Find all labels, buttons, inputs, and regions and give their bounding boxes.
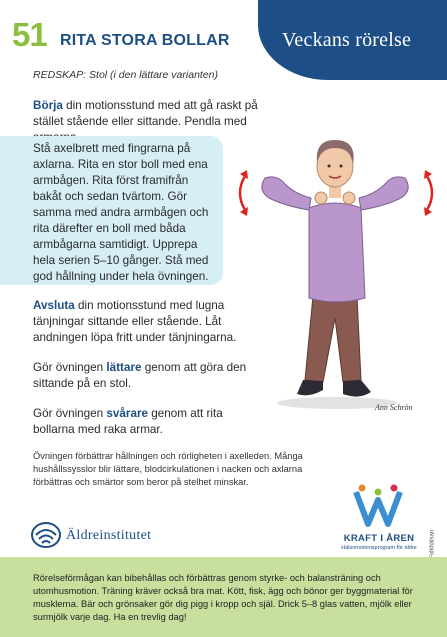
kraft-i-aren-logo-name: KRAFT I ÅREN bbox=[343, 533, 415, 544]
harder-word: svårare bbox=[106, 407, 149, 420]
aldreinstitutet-logo-text: Äldreinstitutet bbox=[66, 528, 152, 543]
harder-before: Gör övningen bbox=[33, 407, 107, 420]
instruction-text: Stå axelbrett med fingrarna på axlarna. Rita en stor boll med ena armbågen. Rita först framifrån bakåt och sedan tvärtom. Gör samma med andra armbågen och rita därefter en boll med båda armbågarna samtidigt. Upprepa hela serien 5–10 gånger. Stå med god hållning under hela övningen. bbox=[33, 142, 209, 283]
intro-rest: din motionsstund med att gå raskt på stället stående eller sittande. Pendla med bbox=[33, 99, 258, 128]
easier-after: genom att göra den sittande på en stol. bbox=[33, 361, 247, 390]
intro-lead: Börja bbox=[33, 99, 63, 112]
kraft-i-aren-logo-icon bbox=[352, 484, 404, 532]
aldreinstitutet-logo-icon bbox=[30, 521, 62, 549]
harder-after: genom att rita bollarna med raka armar. bbox=[33, 407, 223, 436]
finish-lead: Avsluta bbox=[33, 299, 75, 312]
equipment-note: REDSKAP: Stol (i den lättare varianten) bbox=[33, 69, 219, 81]
easier-paragraph bbox=[33, 360, 253, 392]
benefits-text: Övningen förbättrar hållningen och rörligheten i axelleden. Många hushållssysslor blir lättare, blodcirkulationen i nacken och axlarna förbättras och smärtor som beror på stelhet minskar. bbox=[33, 451, 303, 487]
finish-rest: din motionsstund med lugna tänjningar sittande eller stående. Låt andningen löpa fritt under tänjningarna. bbox=[33, 299, 237, 344]
kraft-i-aren-logo-subtitle: Hälsomotionsprogram för äldre bbox=[341, 545, 417, 551]
exercise-number: 51 bbox=[12, 16, 47, 53]
weekly-banner-text: Veckans rörelse bbox=[282, 29, 412, 51]
exercise-illustration bbox=[225, 118, 447, 428]
exercise-title: RITA STORA BOLLAR bbox=[60, 32, 230, 49]
footer-text: Rörelseförmågan kan bibehållas och förbättras genom styrke- och balansträning och utomhusmotion. Träning kräver också bra mat. Kött, fisk, ägg och bönor ger byggmaterial för musklerna. Bär och grönsaker gör dig pigg i kropp och själ. Drick 5–8 glas vatten, mjölk eller surmjölk varje dag. Ha en trevlig dag! bbox=[33, 573, 413, 622]
easier-before: Gör övningen bbox=[33, 361, 107, 374]
easier-word: lättare bbox=[106, 361, 142, 374]
illustrator-signature: Ann Schrön bbox=[375, 403, 413, 412]
